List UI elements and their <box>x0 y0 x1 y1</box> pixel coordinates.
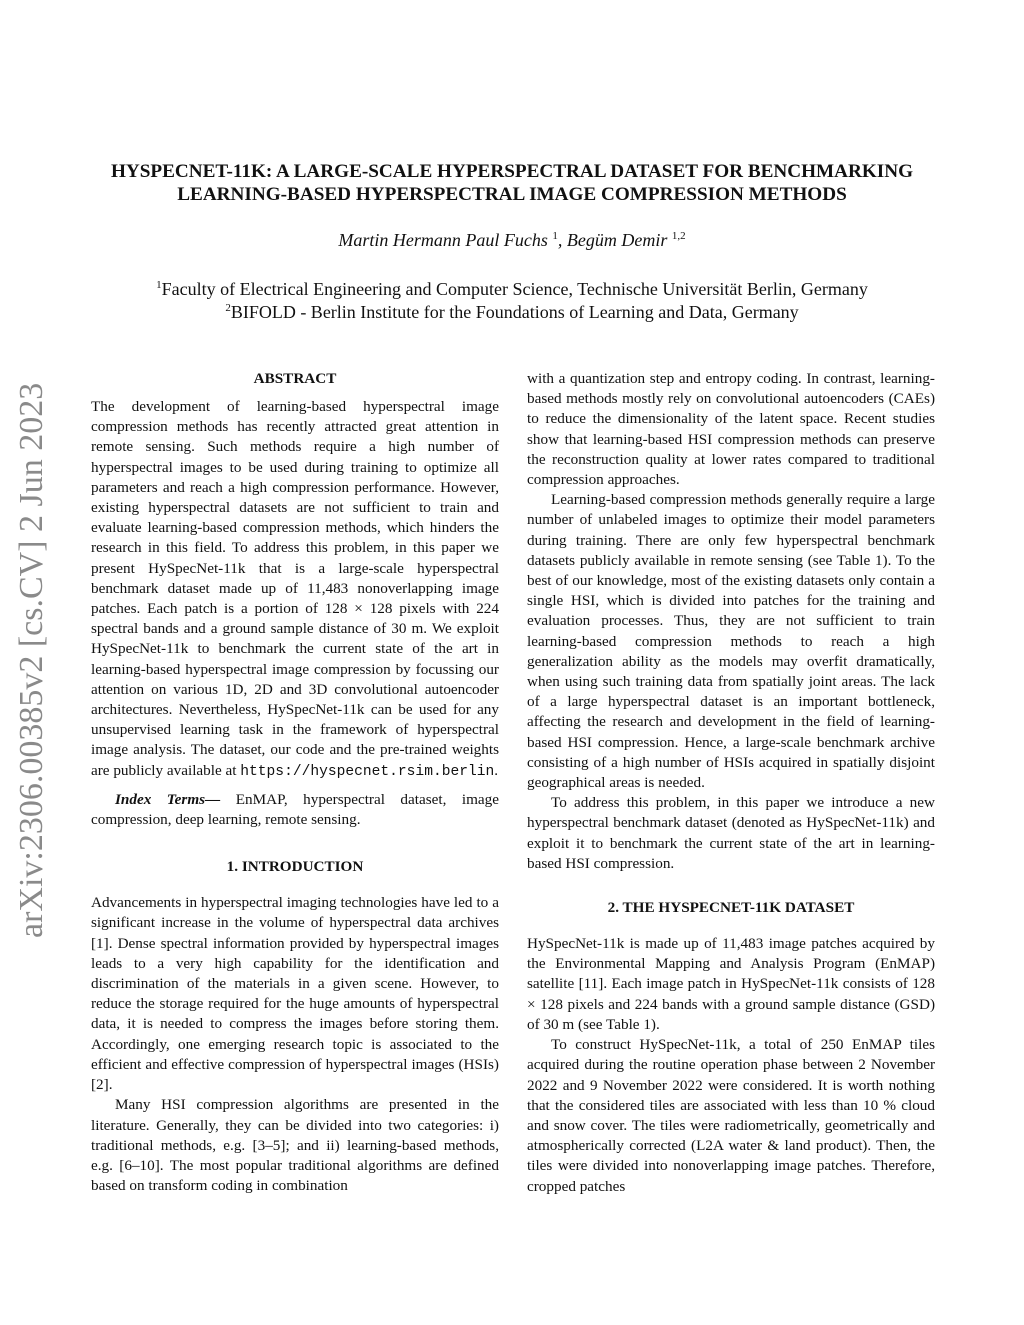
affiliation-mark: 1 <box>156 279 162 291</box>
affiliation-mark: 2 <box>225 302 231 314</box>
dataset-paragraph-1: HySpecNet-11k is made up of 11,483 image patches acquired by the Environmental Mapping and Analysis Program (EnMAP) satellite [11]. Each image patch in HySpecNet-11k consists of 128 × 128 pixels and 224 bands with a ground sample distance (GSD) of 30 m (see Table 1). <box>527 935 935 1033</box>
section-heading-introduction: 1. INTRODUCTION <box>226 858 364 876</box>
author-name: Begüm Demir <box>566 230 668 250</box>
section-heading-dataset: 2. THE HYSPECNET-11K DATASET <box>607 899 855 917</box>
intro-paragraph-1: Advancements in hyperspectral imaging technologies have led to a significant increase in the volume of hyperspectral data archives [1]. Dense spectral information provided by hyperspectral images leads to a very high capability for the identification and discrimination of the materials in a given scene. However, to reduce the storage required for the huge amounts of hyperspectral data, it is needed to compress the images before storing them. Accordingly, one emerging research topic is associated to the efficient and effective compression of hyperspectral images (HSIs) [2]. <box>91 894 499 1094</box>
abstract-text: The development of learning-based hyperspectral image compression methods has recently attracted great attention in remote sensing. Such methods require a high number of hyperspectral images to be used during training to optimize all parameters and reach a high compression performance. However, existing hyperspectral datasets are not sufficient to train and evaluate learning-based compression methods, which hinders the research in this field. To address this problem, in this paper we present HySpecNet-11k that is a large-scale hyperspectral benchmark dataset made up of 11,483 nonoverlapping image patches. Each patch is a portion of 128 × 128 pixels with 224 spectral bands and a ground sample distance of 30 m. We exploit HySpecNet-11k to benchmark the current state of the art in learning-based hyperspectral image compression by focussing our attention on various 1D, 2D and 3D convolutional autoencoder architectures. Nevertheless, HySpecNet-11k can be used for any unsupervised learning task in the framework of hyperspectral image analysis. The dataset, our code and the pre-trained weights are publicly available at <box>91 398 499 779</box>
title-line-1: HYSPECNET-11K: A LARGE-SCALE HYPERSPECTRAL DATASET FOR BENCHMARKING <box>110 161 914 182</box>
title-line-2: LEARNING-BASED HYPERSPECTRAL IMAGE COMPRESSION METHODS <box>177 184 847 205</box>
index-terms-text: EnMAP, hyperspectral dataset, image compression, deep learning, remote sensing. <box>91 790 499 829</box>
intro-paragraph-2: Many HSI compression algorithms are presented in the literature. Generally, they can be divided into two categories: i) traditional methods, e.g. [3–5]; and ii) learning-based methods, e.g. [6–10]. The most popular traditional algorithms are defined based on transform coding in combination <box>91 1096 499 1195</box>
arxiv-identifier: arXiv:2306.00385v2 [cs.CV] 2 Jun 2023 <box>13 382 50 938</box>
intro-paragraph-5: To address this problem, in this paper we introduce a new hyperspectral benchmark dataset (denoted as HySpecNet-11k) and exploit it to benchmark the current state of the art in learning-based HSI compression. <box>527 794 935 872</box>
dataset-paragraph-2: To construct HySpecNet-11k, a total of 250 EnMAP tiles acquired during the routine operation phase between 2 November 2022 and 9 November 2022 were considered. It is worth nothing that the considered tiles are associated with less than 10 % cloud and snow cover. The tiles were radiometrically, geometrically and atmospherically corrected (L2A water & land product). Then, the tiles were divided into nonoverlapping image patches. Therefore, cropped patches <box>527 1036 935 1195</box>
abstract-body <box>91 397 499 782</box>
left-column <box>91 369 499 1196</box>
affiliation-2 <box>60 301 964 324</box>
author-separator: , <box>557 230 567 250</box>
index-terms-label: Index Terms— <box>115 790 221 808</box>
affiliation-text: BIFOLD - Berlin Institute for the Foundations of Learning and Data, Germany <box>230 302 799 322</box>
paper-title <box>60 160 964 206</box>
abstract-heading: ABSTRACT <box>253 370 337 387</box>
author-name: Martin Hermann Paul Fuchs <box>338 230 548 250</box>
intro-paragraph-3: with a quantization step and entropy coding. In contrast, learning-based methods mostly rely on convolutional autoencoders (CAEs) to reduce the dimensionality of the latent space. Recent studies show that learning-based HSI compression methods can preserve the reconstruction quality at lower rates compared to traditional compression approaches. <box>527 370 935 489</box>
affiliation-text: Faculty of Electrical Engineering and Computer Science, Technische Universität Berlin, Germany <box>161 279 868 299</box>
author-list <box>60 230 964 251</box>
dataset-url[interactable]: https://hyspecnet.rsim.berlin <box>240 763 495 780</box>
affiliations <box>60 278 964 324</box>
affiliation-1 <box>60 278 964 301</box>
author-affiliation-mark: 1 <box>552 230 558 242</box>
intro-paragraph-4: Learning-based compression methods generally require a large number of unlabeled images to optimize their model parameters during training. There are only few hyperspectral benchmark datasets publicly available in remote sensing (see Table 1). To the best of our knowledge, most of the existing datasets only contain a single HSI, which is divided into patches for the training and evaluation processes. Thus, they are not sufficient to train learning-based compression methods to reach a high generalization ability as the models may overfit dramatically, when using such training data from spatially joint areas. The lack of a large hyperspectral dataset is an important bottleneck, affecting the research and development in the field of learning-based HSI compression. Hence, a large-scale benchmark archive consisting of a high number of HSIs acquired in spatially disjoint geographical areas is needed. <box>527 491 935 792</box>
index-terms <box>91 790 499 830</box>
right-column <box>527 369 935 1197</box>
abstract-end: . <box>494 761 499 779</box>
author-affiliation-mark: 1,2 <box>671 230 686 242</box>
